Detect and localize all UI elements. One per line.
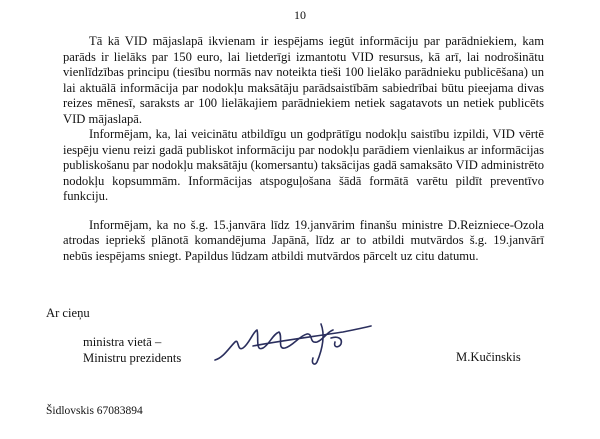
signatory-role xyxy=(83,334,181,366)
page-number: 10 xyxy=(294,8,306,22)
handwritten-signature xyxy=(213,318,373,368)
paragraph-tax-debt-publication: Informējam, ka, lai veicinātu atbildīgu un godprātīgu nodokļu saistību izpildi, VID vērtē iespēju vienu reizi gadā publiskot informāciju par nodokļu parādiem vienlaikus ar informācijas publiskošanu par nodokļu maksātāju (komersantu) taksācijas gadā samaksāto VID administrēto nodokļu kopsummām. Informācijas atspoguļošana šādā formātā varētu pildīt preventīvo funkciju. xyxy=(63,127,544,203)
paragraph-vid-website: Tā kā VID mājaslapā ikvienam ir iespējams iegūt informāciju par parādniekiem, kam parāds ir lielāks par 150 euro, lai lietderīgi izmantotu VID resursus, kā arī, lai nodrošinātu vienlīdzības principu (tiesību normās nav noteikta tieši 100 lielāko parādnieku publicēšana) un lai aktuālā informācija par nodokļu maksātāju parādsaistībām sabiedrībai būtu pieejama divas reizes mēnesī, saraksts ar 100 lielākajiem parādniekiem netiek sagatavots un netiek publicēts VID mājaslapā. xyxy=(63,34,544,126)
signatory-name: M.Kučinskis xyxy=(456,350,521,364)
paragraph-minister-absence: Informējam, ka no š.g. 15.janvāra līdz 19.janvārim finanšu ministre D.Reizniece-Ozola atrodas iepriekš plānotā komandējuma Japānā, līdz ar to atbildi mutvārdos š.g. 19.janvārī nebūs iespējams sniegt. Papildus lūdzam atbildi mutvārdos pārcelt uz citu datumu. xyxy=(63,217,544,263)
closing-salutation: Ar cieņu xyxy=(46,306,90,320)
letter-body xyxy=(63,34,544,264)
signatory-role-line1: ministra vietā – xyxy=(83,335,162,349)
signatory-role-line2: Ministru prezidents xyxy=(83,351,182,365)
contact-line: Šidlovskis 67083894 xyxy=(46,405,143,417)
